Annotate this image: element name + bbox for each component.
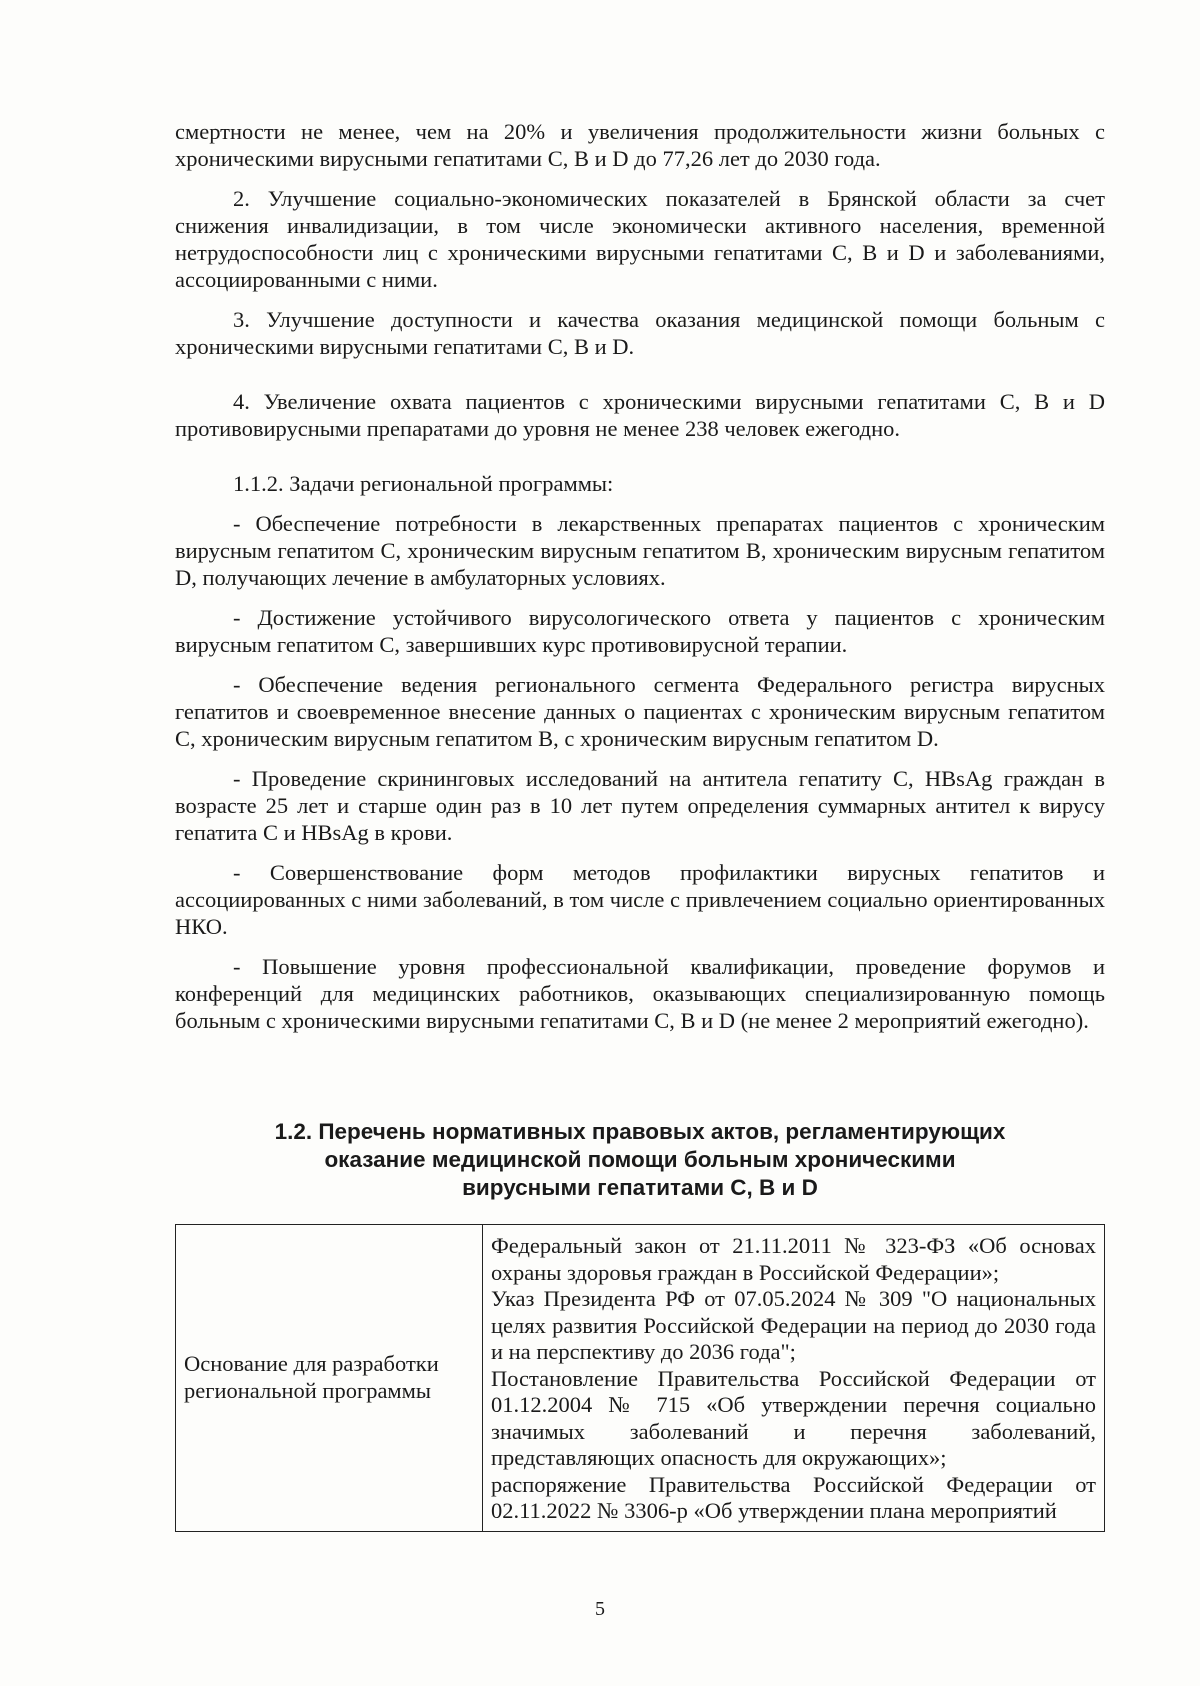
body-text <box>175 118 1105 1047</box>
paragraph-task-5: - Совершенствование форм методов профилактики вирусных гепатитов и ассоциированных с ними заболеваний, в том числе с привлечением социально ориентированных НКО. <box>175 860 1105 939</box>
paragraph-task-2: - Достижение устойчивого вирусологического ответа у пациентов с хроническим вирусным гепатитом C, завершивших курс противовирусной терапии. <box>175 605 1105 657</box>
paragraph-task-6: - Повышение уровня профессиональной квалификации, проведение форумов и конференций для медицинских работников, оказывающих специализированную помощь больным с хроническими вирусными гепатитами C, B и D (не менее 2 мероприятий ежегодно). <box>175 954 1105 1033</box>
legal-act-item: Указ Президента РФ от 07.05.2024 № 309 "О национальных целях развития Российской Федерации на период до 2030 года и на перспективу до 2036 года"; <box>491 1286 1096 1364</box>
paragraph-goal-3: 3. Улучшение доступности и качества оказания медицинской помощи больным с хроническими вирусными гепатитами C, B и D. <box>175 307 1105 359</box>
paragraph-tasks-heading: 1.1.2. Задачи региональной программы: <box>233 471 614 496</box>
page-number: 5 <box>595 1598 605 1620</box>
table-label-cell: Основание для разработки региональной программы <box>176 1225 483 1532</box>
legal-act-item: Федеральный закон от 21.11.2011 № 323-ФЗ «Об основах охраны здоровья граждан в Российской Федерации»; <box>491 1233 1096 1285</box>
section-heading-line: вирусными гепатитами C, B и D <box>462 1175 818 1200</box>
table-row <box>176 1225 1105 1532</box>
paragraph-task-1: - Обеспечение потребности в лекарственных препаратах пациентов с хроническим вирусным гепатитом C, хроническим вирусным гепатитом B, хроническим вирусным гепатитом D, получающих лечение в амбулаторных условиях. <box>175 511 1105 590</box>
paragraph-goal-2: 2. Улучшение социально-экономических показателей в Брянской области за счет снижения инвалидизации, в том числе экономически активного населения, временной нетрудоспособности лиц с хроническими вирусными гепатитами C, B и D и заболеваниями, ассоциированными с ними. <box>175 186 1105 292</box>
paragraph-continuation: смертности не менее, чем на 20% и увеличения продолжительности жизни больных с хроническими вирусными гепатитами C, B и D до 77,26 лет до 2030 года. <box>175 119 1105 171</box>
section-heading <box>175 1118 1105 1202</box>
section-heading-line: оказание медицинской помощи больным хроническими <box>324 1147 956 1172</box>
table-content-cell <box>483 1225 1105 1532</box>
legal-act-item: Постановление Правительства Российской Федерации от 01.12.2004 № 715 «Об утверждении перечня социально значимых заболеваний и перечня заболеваний, представляющих опасность для окружающих»; <box>491 1365 1096 1470</box>
section-heading-line: 1.2. Перечень нормативных правовых актов, регламентирующих <box>274 1119 1006 1144</box>
legal-act-item: распоряжение Правительства Российской Федерации от 02.11.2022 № 3306-р «Об утверждении плана мероприятий <box>491 1471 1096 1523</box>
legal-acts-table <box>175 1224 1105 1532</box>
paragraph-task-3: - Обеспечение ведения регионального сегмента Федерального регистра вирусных гепатитов и своевременное внесение данных о пациентах с хроническим вирусным гепатитом C, хроническим вирусным гепатитом B, с хроническим вирусным гепатитом D. <box>175 672 1105 751</box>
paragraph-task-4: - Проведение скрининговых исследований на антитела гепатиту C, HBsAg граждан в возрасте 25 лет и старше один раз в 10 лет путем определения суммарных антител к вирусу гепатита C и HBsAg в крови. <box>175 766 1105 845</box>
paragraph-goal-4: 4. Увеличение охвата пациентов с хроническими вирусными гепатитами C, B и D противовирусными препаратами до уровня не менее 238 человек ежегодно. <box>175 389 1105 441</box>
